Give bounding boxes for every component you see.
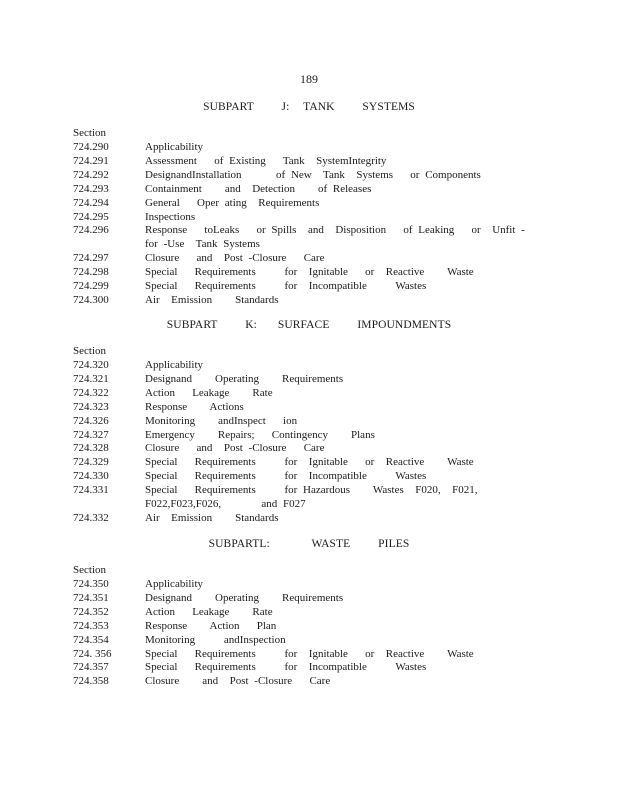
section-title: Special Requirements for Incompatible Wastes	[145, 661, 427, 674]
section-number: 724.332	[73, 511, 109, 524]
section-number: 724.292	[73, 168, 109, 181]
section-number: 724.295	[73, 210, 109, 223]
section-number: 724.354	[73, 633, 109, 646]
section-title: DesignandInstallation of New Tank Systems or Components	[145, 168, 481, 181]
section-title: Air Emission Standards	[145, 511, 279, 524]
section-number: 724.291	[73, 154, 109, 167]
section-number: 724.297	[73, 252, 109, 265]
section-number: 724. 356	[73, 647, 112, 660]
section-number: 724.322	[73, 386, 109, 399]
section-title: Air Emission Standards	[145, 293, 279, 306]
section-title: Action Leakage Rate	[145, 386, 273, 399]
page-number: 189	[300, 72, 318, 86]
section-title: Action Leakage Rate	[145, 605, 273, 618]
section-title: Special Requirements for Hazardous Wastes F020, F021, F022,F023,F026, and F027	[145, 484, 495, 510]
section-title: Response Action Plan	[145, 619, 277, 632]
section-title: Designand Operating Requirements	[145, 372, 344, 385]
section-number: 724.320	[73, 359, 109, 371]
section-title: Special Requirements for Incompatible Wastes	[145, 470, 427, 483]
section-label: Section	[73, 564, 106, 576]
section-title: Special Requirements for Incompatible Wastes	[145, 280, 427, 292]
section-title: Monitoring andInspection	[145, 633, 286, 646]
section-title: Closure and Post -Closure Care	[145, 252, 325, 265]
section-number: 724.329	[73, 456, 109, 469]
section-title: Special Requirements for Ignitable or Reactive Waste	[145, 647, 474, 660]
section-title: Closure and Post -Closure Care	[145, 675, 331, 688]
section-title: Response toLeaks or Spills and Disposition of Leaking or Unfit - for -Use Tank Systems	[145, 224, 531, 251]
section-number: 724.331	[73, 484, 109, 497]
section-title: Applicability	[145, 141, 204, 153]
section-title: Special Requirements for Ignitable or Reactive Waste	[145, 266, 474, 279]
section-number: 724.300	[73, 293, 109, 306]
section-number: 724.353	[73, 619, 109, 632]
subpart-heading: SUBPARTL: WASTE PILES	[208, 538, 410, 550]
section-number: 724.296	[73, 224, 109, 237]
subpart-heading: SUBPART K: SURFACE IMPOUNDMENTS	[166, 319, 452, 331]
section-number: 724.357	[73, 661, 109, 674]
section-number: 724.293	[73, 182, 109, 195]
section-title: General Oper ating Requirements	[145, 196, 320, 209]
section-number: 724.330	[73, 470, 109, 483]
section-number: 724.352	[73, 605, 109, 618]
section-number: 724.298	[73, 266, 109, 279]
section-title: Closure and Post -Closure Care	[145, 442, 325, 455]
section-label: Section	[73, 127, 106, 139]
section-number: 724.321	[73, 372, 109, 385]
section-number: 724.351	[73, 591, 109, 604]
section-number: 724.326	[73, 414, 109, 427]
section-number: 724.328	[73, 442, 109, 455]
section-number: 724.350	[73, 578, 109, 590]
section-number: 724.327	[73, 428, 109, 441]
section-number: 724.294	[73, 196, 109, 209]
section-number: 724.323	[73, 400, 109, 413]
section-number: 724.290	[73, 141, 109, 153]
section-title: Applicability	[145, 578, 204, 590]
section-title: Containment and Detection of Releases	[145, 182, 372, 195]
section-title: Assessment of Existing Tank SystemIntegrity	[145, 154, 387, 167]
section-title: Applicability	[145, 359, 204, 371]
section-number: 724.299	[73, 280, 109, 292]
section-title: Monitoring andInspect ion	[145, 414, 298, 427]
section-title: Response Actions	[145, 400, 244, 413]
section-title: Designand Operating Requirements	[145, 591, 344, 604]
section-label: Section	[73, 345, 106, 357]
section-title: Emergency Repairs; Contingency Plans	[145, 428, 375, 441]
section-number: 724.358	[73, 675, 109, 688]
section-title: Inspections	[145, 210, 196, 223]
section-title: Special Requirements for Ignitable or Reactive Waste	[145, 456, 474, 469]
subpart-heading: SUBPART J: TANK SYSTEMS	[203, 101, 415, 113]
